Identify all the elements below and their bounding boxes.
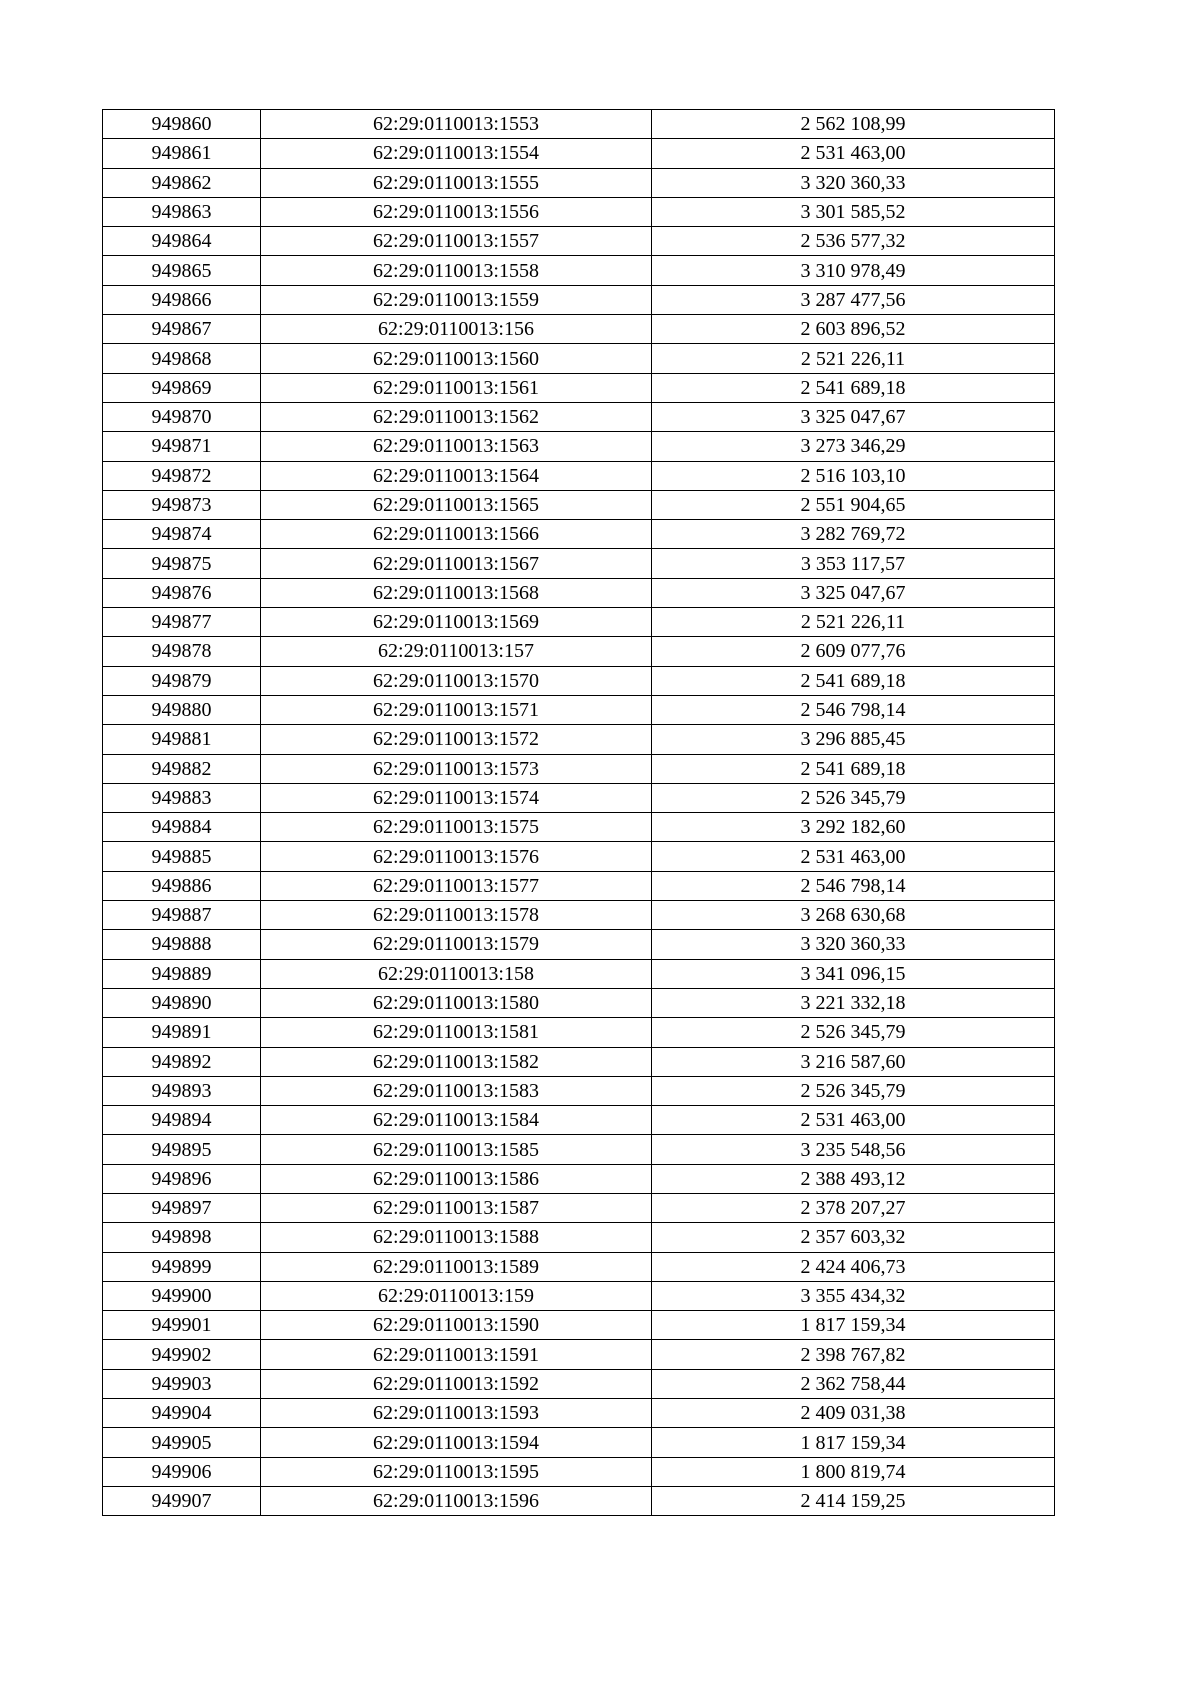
cadastral-value-cell: 2 551 904,65 bbox=[652, 490, 1055, 519]
cadastral-value-cell: 2 603 896,52 bbox=[652, 315, 1055, 344]
cadastral-value-cell: 2 531 463,00 bbox=[652, 139, 1055, 168]
row-number-cell: 949877 bbox=[103, 608, 261, 637]
row-number-cell: 949872 bbox=[103, 461, 261, 490]
table-row bbox=[103, 1135, 1055, 1164]
row-number-cell: 949884 bbox=[103, 813, 261, 842]
row-number-cell: 949876 bbox=[103, 578, 261, 607]
row-number-cell: 949883 bbox=[103, 783, 261, 812]
table-row bbox=[103, 959, 1055, 988]
cadastral-value-cell: 1 817 159,34 bbox=[652, 1428, 1055, 1457]
table-row bbox=[103, 285, 1055, 314]
cadastral-value-cell: 2 531 463,00 bbox=[652, 842, 1055, 871]
cadastral-value-cell: 2 521 226,11 bbox=[652, 608, 1055, 637]
cadastral-value-cell: 2 526 345,79 bbox=[652, 1076, 1055, 1105]
cadastral-value-cell: 1 817 159,34 bbox=[652, 1311, 1055, 1340]
cadastral-number-cell: 62:29:0110013:1555 bbox=[261, 168, 652, 197]
cadastral-number-cell: 62:29:0110013:1582 bbox=[261, 1047, 652, 1076]
table-row bbox=[103, 1223, 1055, 1252]
cadastral-number-cell: 62:29:0110013:1561 bbox=[261, 373, 652, 402]
table-row bbox=[103, 315, 1055, 344]
cadastral-number-cell: 62:29:0110013:1583 bbox=[261, 1076, 652, 1105]
table-row bbox=[103, 373, 1055, 402]
table-row bbox=[103, 256, 1055, 285]
cadastral-value-cell: 2 541 689,18 bbox=[652, 373, 1055, 402]
cadastral-number-cell: 62:29:0110013:1594 bbox=[261, 1428, 652, 1457]
row-number-cell: 949885 bbox=[103, 842, 261, 871]
cadastral-number-cell: 62:29:0110013:1557 bbox=[261, 227, 652, 256]
table-row bbox=[103, 1076, 1055, 1105]
cadastral-number-cell: 62:29:0110013:1560 bbox=[261, 344, 652, 373]
cadastral-value-cell: 3 296 885,45 bbox=[652, 725, 1055, 754]
table-row bbox=[103, 637, 1055, 666]
cadastral-value-cell: 2 398 767,82 bbox=[652, 1340, 1055, 1369]
cadastral-value-cell: 2 609 077,76 bbox=[652, 637, 1055, 666]
cadastral-value-cell: 3 355 434,32 bbox=[652, 1281, 1055, 1310]
row-number-cell: 949874 bbox=[103, 520, 261, 549]
row-number-cell: 949871 bbox=[103, 432, 261, 461]
cadastral-value-cell: 2 531 463,00 bbox=[652, 1106, 1055, 1135]
cadastral-number-cell: 62:29:0110013:1556 bbox=[261, 197, 652, 226]
cadastral-value-cell: 2 526 345,79 bbox=[652, 783, 1055, 812]
row-number-cell: 949900 bbox=[103, 1281, 261, 1310]
cadastral-value-cell: 2 536 577,32 bbox=[652, 227, 1055, 256]
cadastral-value-cell: 2 541 689,18 bbox=[652, 754, 1055, 783]
cadastral-number-cell: 62:29:0110013:1595 bbox=[261, 1457, 652, 1486]
row-number-cell: 949879 bbox=[103, 666, 261, 695]
table-row bbox=[103, 1106, 1055, 1135]
cadastral-number-cell: 62:29:0110013:1575 bbox=[261, 813, 652, 842]
cadastral-number-cell: 62:29:0110013:1554 bbox=[261, 139, 652, 168]
cadastral-value-cell: 2 362 758,44 bbox=[652, 1369, 1055, 1398]
cadastral-value-cell: 2 516 103,10 bbox=[652, 461, 1055, 490]
cadastral-number-cell: 62:29:0110013:1591 bbox=[261, 1340, 652, 1369]
row-number-cell: 949896 bbox=[103, 1164, 261, 1193]
cadastral-number-cell: 62:29:0110013:1588 bbox=[261, 1223, 652, 1252]
row-number-cell: 949897 bbox=[103, 1193, 261, 1222]
row-number-cell: 949898 bbox=[103, 1223, 261, 1252]
cadastral-value-cell: 3 292 182,60 bbox=[652, 813, 1055, 842]
row-number-cell: 949878 bbox=[103, 637, 261, 666]
cadastral-number-cell: 62:29:0110013:1590 bbox=[261, 1311, 652, 1340]
row-number-cell: 949894 bbox=[103, 1106, 261, 1135]
cadastral-number-cell: 62:29:0110013:1576 bbox=[261, 842, 652, 871]
cadastral-number-cell: 62:29:0110013:1584 bbox=[261, 1106, 652, 1135]
cadastral-value-cell: 2 378 207,27 bbox=[652, 1193, 1055, 1222]
table-row bbox=[103, 608, 1055, 637]
cadastral-value-cell: 2 562 108,99 bbox=[652, 110, 1055, 139]
cadastral-value-cell: 3 268 630,68 bbox=[652, 901, 1055, 930]
table-row bbox=[103, 520, 1055, 549]
table-row bbox=[103, 754, 1055, 783]
cadastral-number-cell: 62:29:0110013:1578 bbox=[261, 901, 652, 930]
cadastral-value-cell: 2 357 603,32 bbox=[652, 1223, 1055, 1252]
cadastral-value-cell: 1 800 819,74 bbox=[652, 1457, 1055, 1486]
cadastral-value-cell: 3 235 548,56 bbox=[652, 1135, 1055, 1164]
row-number-cell: 949891 bbox=[103, 1018, 261, 1047]
row-number-cell: 949887 bbox=[103, 901, 261, 930]
cadastral-number-cell: 62:29:0110013:158 bbox=[261, 959, 652, 988]
row-number-cell: 949903 bbox=[103, 1369, 261, 1398]
cadastral-value-cell: 3 320 360,33 bbox=[652, 930, 1055, 959]
row-number-cell: 949905 bbox=[103, 1428, 261, 1457]
cadastral-value-cell: 3 287 477,56 bbox=[652, 285, 1055, 314]
cadastral-number-cell: 62:29:0110013:1563 bbox=[261, 432, 652, 461]
cadastral-value-cell: 3 216 587,60 bbox=[652, 1047, 1055, 1076]
cadastral-number-cell: 62:29:0110013:1577 bbox=[261, 871, 652, 900]
table-row bbox=[103, 461, 1055, 490]
row-number-cell: 949868 bbox=[103, 344, 261, 373]
table-row bbox=[103, 549, 1055, 578]
cadastral-number-cell: 62:29:0110013:1572 bbox=[261, 725, 652, 754]
row-number-cell: 949869 bbox=[103, 373, 261, 402]
row-number-cell: 949863 bbox=[103, 197, 261, 226]
table-row bbox=[103, 1486, 1055, 1515]
cadastral-number-cell: 62:29:0110013:1558 bbox=[261, 256, 652, 285]
table-row bbox=[103, 168, 1055, 197]
table-row bbox=[103, 432, 1055, 461]
cadastral-number-cell: 62:29:0110013:1568 bbox=[261, 578, 652, 607]
row-number-cell: 949875 bbox=[103, 549, 261, 578]
table-row bbox=[103, 110, 1055, 139]
row-number-cell: 949906 bbox=[103, 1457, 261, 1486]
row-number-cell: 949901 bbox=[103, 1311, 261, 1340]
cadastral-number-cell: 62:29:0110013:1569 bbox=[261, 608, 652, 637]
cadastral-value-table bbox=[102, 109, 1055, 1516]
cadastral-value-cell: 3 325 047,67 bbox=[652, 578, 1055, 607]
table-row bbox=[103, 1457, 1055, 1486]
table-row bbox=[103, 871, 1055, 900]
cadastral-value-cell: 2 409 031,38 bbox=[652, 1399, 1055, 1428]
table-row bbox=[103, 227, 1055, 256]
table-row bbox=[103, 1193, 1055, 1222]
table-row bbox=[103, 197, 1055, 226]
cadastral-number-cell: 62:29:0110013:1570 bbox=[261, 666, 652, 695]
table-row bbox=[103, 1399, 1055, 1428]
cadastral-value-cell: 3 320 360,33 bbox=[652, 168, 1055, 197]
cadastral-value-cell: 2 541 689,18 bbox=[652, 666, 1055, 695]
cadastral-number-cell: 62:29:0110013:1586 bbox=[261, 1164, 652, 1193]
table-row bbox=[103, 1281, 1055, 1310]
row-number-cell: 949870 bbox=[103, 402, 261, 431]
table-row bbox=[103, 1428, 1055, 1457]
row-number-cell: 949907 bbox=[103, 1486, 261, 1515]
row-number-cell: 949864 bbox=[103, 227, 261, 256]
row-number-cell: 949861 bbox=[103, 139, 261, 168]
row-number-cell: 949893 bbox=[103, 1076, 261, 1105]
row-number-cell: 949889 bbox=[103, 959, 261, 988]
cadastral-number-cell: 62:29:0110013:1579 bbox=[261, 930, 652, 959]
cadastral-value-cell: 2 388 493,12 bbox=[652, 1164, 1055, 1193]
row-number-cell: 949904 bbox=[103, 1399, 261, 1428]
table-row bbox=[103, 901, 1055, 930]
table-row bbox=[103, 725, 1055, 754]
cadastral-number-cell: 62:29:0110013:1585 bbox=[261, 1135, 652, 1164]
table-row bbox=[103, 490, 1055, 519]
cadastral-value-cell: 2 414 159,25 bbox=[652, 1486, 1055, 1515]
row-number-cell: 949892 bbox=[103, 1047, 261, 1076]
table-row bbox=[103, 1340, 1055, 1369]
table-row bbox=[103, 930, 1055, 959]
cadastral-number-cell: 62:29:0110013:1559 bbox=[261, 285, 652, 314]
table-row bbox=[103, 1047, 1055, 1076]
row-number-cell: 949867 bbox=[103, 315, 261, 344]
table-row bbox=[103, 402, 1055, 431]
cadastral-value-cell: 3 310 978,49 bbox=[652, 256, 1055, 285]
row-number-cell: 949880 bbox=[103, 695, 261, 724]
cadastral-value-cell: 3 221 332,18 bbox=[652, 988, 1055, 1017]
cadastral-number-cell: 62:29:0110013:1553 bbox=[261, 110, 652, 139]
cadastral-number-cell: 62:29:0110013:1587 bbox=[261, 1193, 652, 1222]
cadastral-number-cell: 62:29:0110013:1564 bbox=[261, 461, 652, 490]
cadastral-number-cell: 62:29:0110013:156 bbox=[261, 315, 652, 344]
table-row bbox=[103, 783, 1055, 812]
table-body bbox=[103, 110, 1055, 1516]
cadastral-value-cell: 3 341 096,15 bbox=[652, 959, 1055, 988]
row-number-cell: 949862 bbox=[103, 168, 261, 197]
row-number-cell: 949890 bbox=[103, 988, 261, 1017]
row-number-cell: 949886 bbox=[103, 871, 261, 900]
table-row bbox=[103, 1164, 1055, 1193]
row-number-cell: 949860 bbox=[103, 110, 261, 139]
table-row bbox=[103, 1018, 1055, 1047]
table-row bbox=[103, 139, 1055, 168]
row-number-cell: 949888 bbox=[103, 930, 261, 959]
cadastral-value-cell: 2 546 798,14 bbox=[652, 871, 1055, 900]
cadastral-value-cell: 2 526 345,79 bbox=[652, 1018, 1055, 1047]
cadastral-number-cell: 62:29:0110013:157 bbox=[261, 637, 652, 666]
cadastral-number-cell: 62:29:0110013:1566 bbox=[261, 520, 652, 549]
row-number-cell: 949899 bbox=[103, 1252, 261, 1281]
cadastral-value-cell: 3 325 047,67 bbox=[652, 402, 1055, 431]
cadastral-number-cell: 62:29:0110013:1562 bbox=[261, 402, 652, 431]
table-row bbox=[103, 344, 1055, 373]
cadastral-value-cell: 3 353 117,57 bbox=[652, 549, 1055, 578]
cadastral-number-cell: 62:29:0110013:1573 bbox=[261, 754, 652, 783]
table-row bbox=[103, 1369, 1055, 1398]
cadastral-number-cell: 62:29:0110013:1589 bbox=[261, 1252, 652, 1281]
cadastral-number-cell: 62:29:0110013:1581 bbox=[261, 1018, 652, 1047]
cadastral-number-cell: 62:29:0110013:1565 bbox=[261, 490, 652, 519]
row-number-cell: 949865 bbox=[103, 256, 261, 285]
cadastral-number-cell: 62:29:0110013:1593 bbox=[261, 1399, 652, 1428]
table-row bbox=[103, 666, 1055, 695]
row-number-cell: 949881 bbox=[103, 725, 261, 754]
cadastral-value-cell: 3 301 585,52 bbox=[652, 197, 1055, 226]
row-number-cell: 949866 bbox=[103, 285, 261, 314]
table-row bbox=[103, 578, 1055, 607]
table-row bbox=[103, 1311, 1055, 1340]
cadastral-number-cell: 62:29:0110013:1596 bbox=[261, 1486, 652, 1515]
cadastral-value-cell: 2 424 406,73 bbox=[652, 1252, 1055, 1281]
cadastral-number-cell: 62:29:0110013:159 bbox=[261, 1281, 652, 1310]
table-row bbox=[103, 988, 1055, 1017]
cadastral-value-cell: 3 273 346,29 bbox=[652, 432, 1055, 461]
table-row bbox=[103, 1252, 1055, 1281]
row-number-cell: 949895 bbox=[103, 1135, 261, 1164]
table-row bbox=[103, 842, 1055, 871]
cadastral-number-cell: 62:29:0110013:1580 bbox=[261, 988, 652, 1017]
cadastral-value-cell: 2 546 798,14 bbox=[652, 695, 1055, 724]
row-number-cell: 949873 bbox=[103, 490, 261, 519]
cadastral-number-cell: 62:29:0110013:1571 bbox=[261, 695, 652, 724]
cadastral-value-cell: 3 282 769,72 bbox=[652, 520, 1055, 549]
cadastral-number-cell: 62:29:0110013:1592 bbox=[261, 1369, 652, 1398]
row-number-cell: 949902 bbox=[103, 1340, 261, 1369]
table-row bbox=[103, 813, 1055, 842]
cadastral-number-cell: 62:29:0110013:1567 bbox=[261, 549, 652, 578]
cadastral-number-cell: 62:29:0110013:1574 bbox=[261, 783, 652, 812]
cadastral-value-cell: 2 521 226,11 bbox=[652, 344, 1055, 373]
table-row bbox=[103, 695, 1055, 724]
row-number-cell: 949882 bbox=[103, 754, 261, 783]
